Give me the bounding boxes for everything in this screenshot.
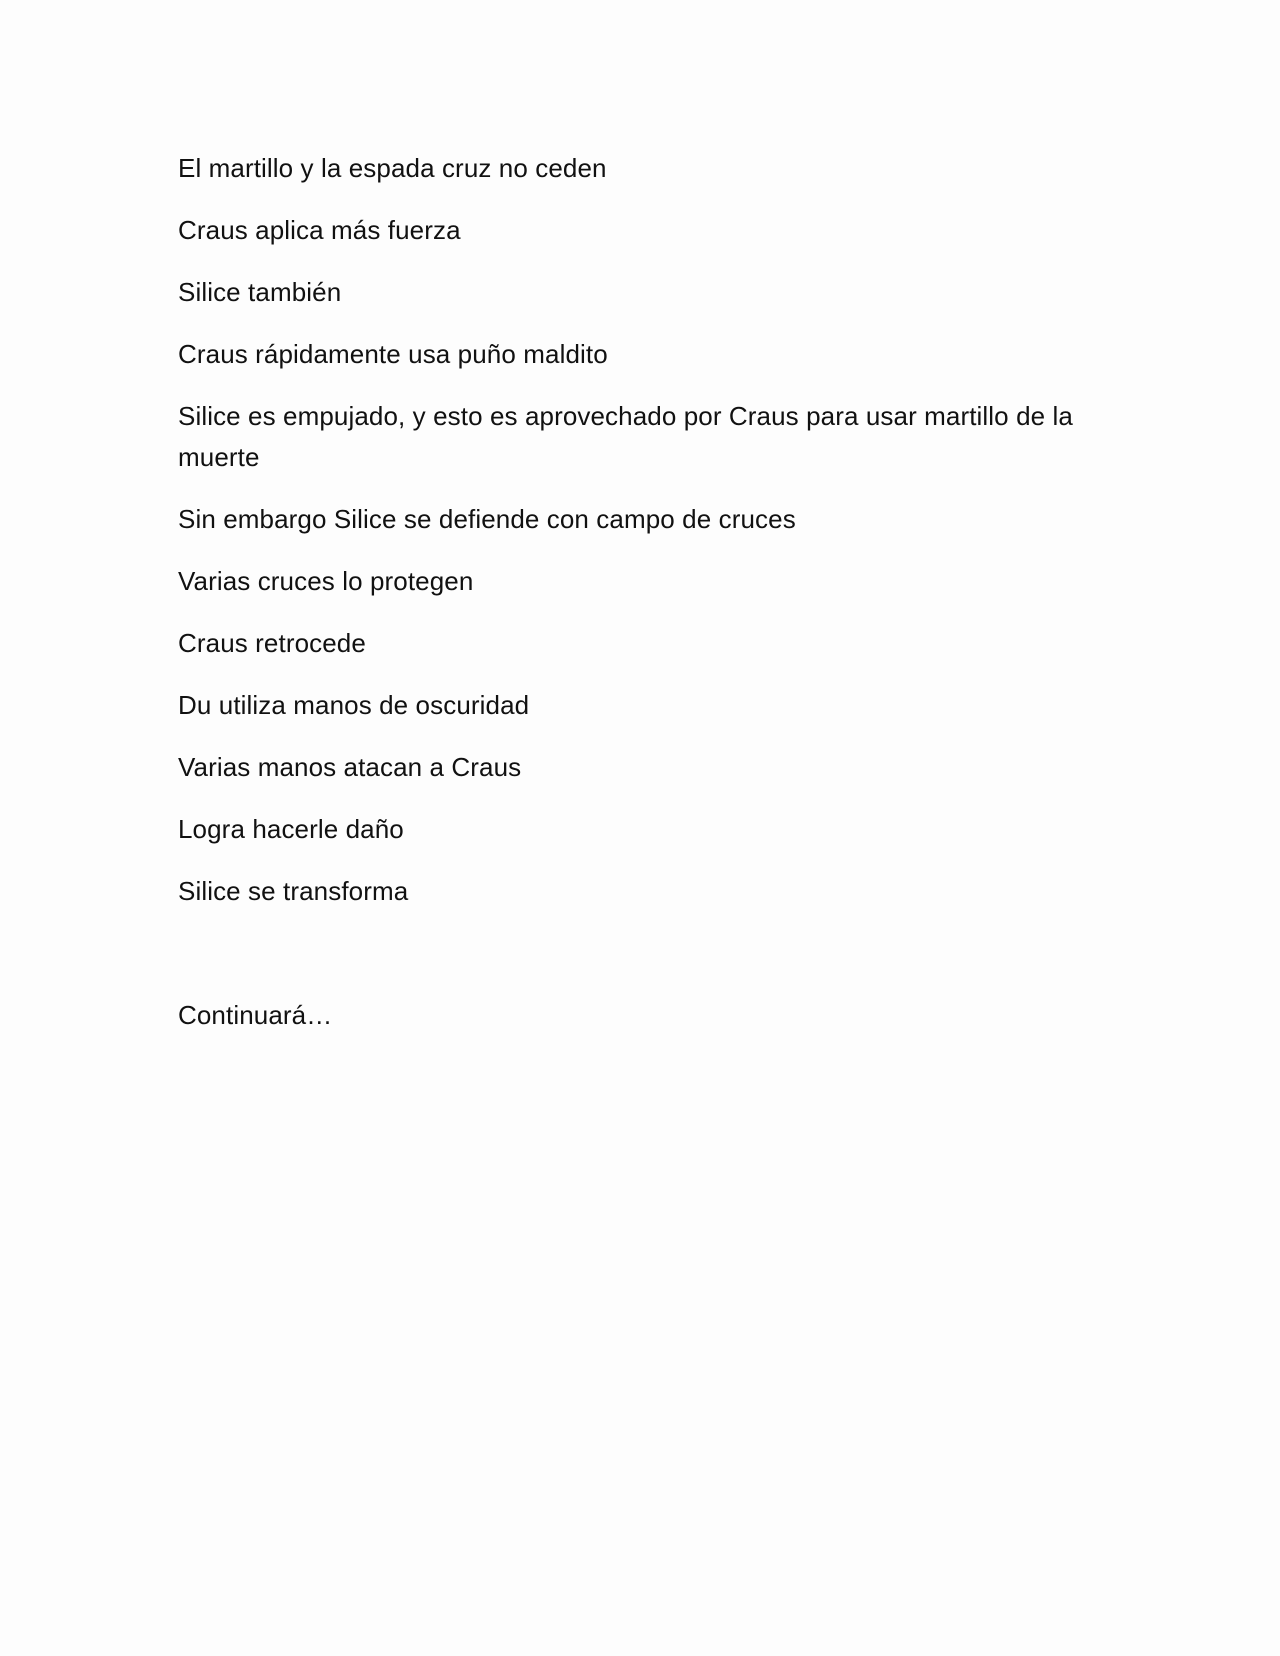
paragraph: El martillo y la espada cruz no ceden <box>178 153 607 183</box>
paragraph: Varias cruces lo protegen <box>178 566 474 596</box>
paragraph: Du utiliza manos de oscuridad <box>178 690 530 720</box>
paragraph: Silice es empujado, y esto es aprovechado por Craus para usar martillo de la muerte <box>178 401 1073 472</box>
paragraph: Varias manos atacan a Craus <box>178 752 522 782</box>
paragraph: Silice también <box>178 277 342 307</box>
paragraph: Silice se transforma <box>178 876 409 906</box>
paragraph: Craus retrocede <box>178 628 366 658</box>
paragraph: Logra hacerle daño <box>178 814 404 844</box>
paragraph: Craus rápidamente usa puño maldito <box>178 339 608 369</box>
paragraph: Craus aplica más fuerza <box>178 215 461 245</box>
document-body <box>178 148 1098 1057</box>
closing-line: Continuará… <box>178 1000 333 1030</box>
blank-line <box>178 933 1098 995</box>
paragraph: Sin embargo Silice se defiende con campo de cruces <box>178 504 796 534</box>
